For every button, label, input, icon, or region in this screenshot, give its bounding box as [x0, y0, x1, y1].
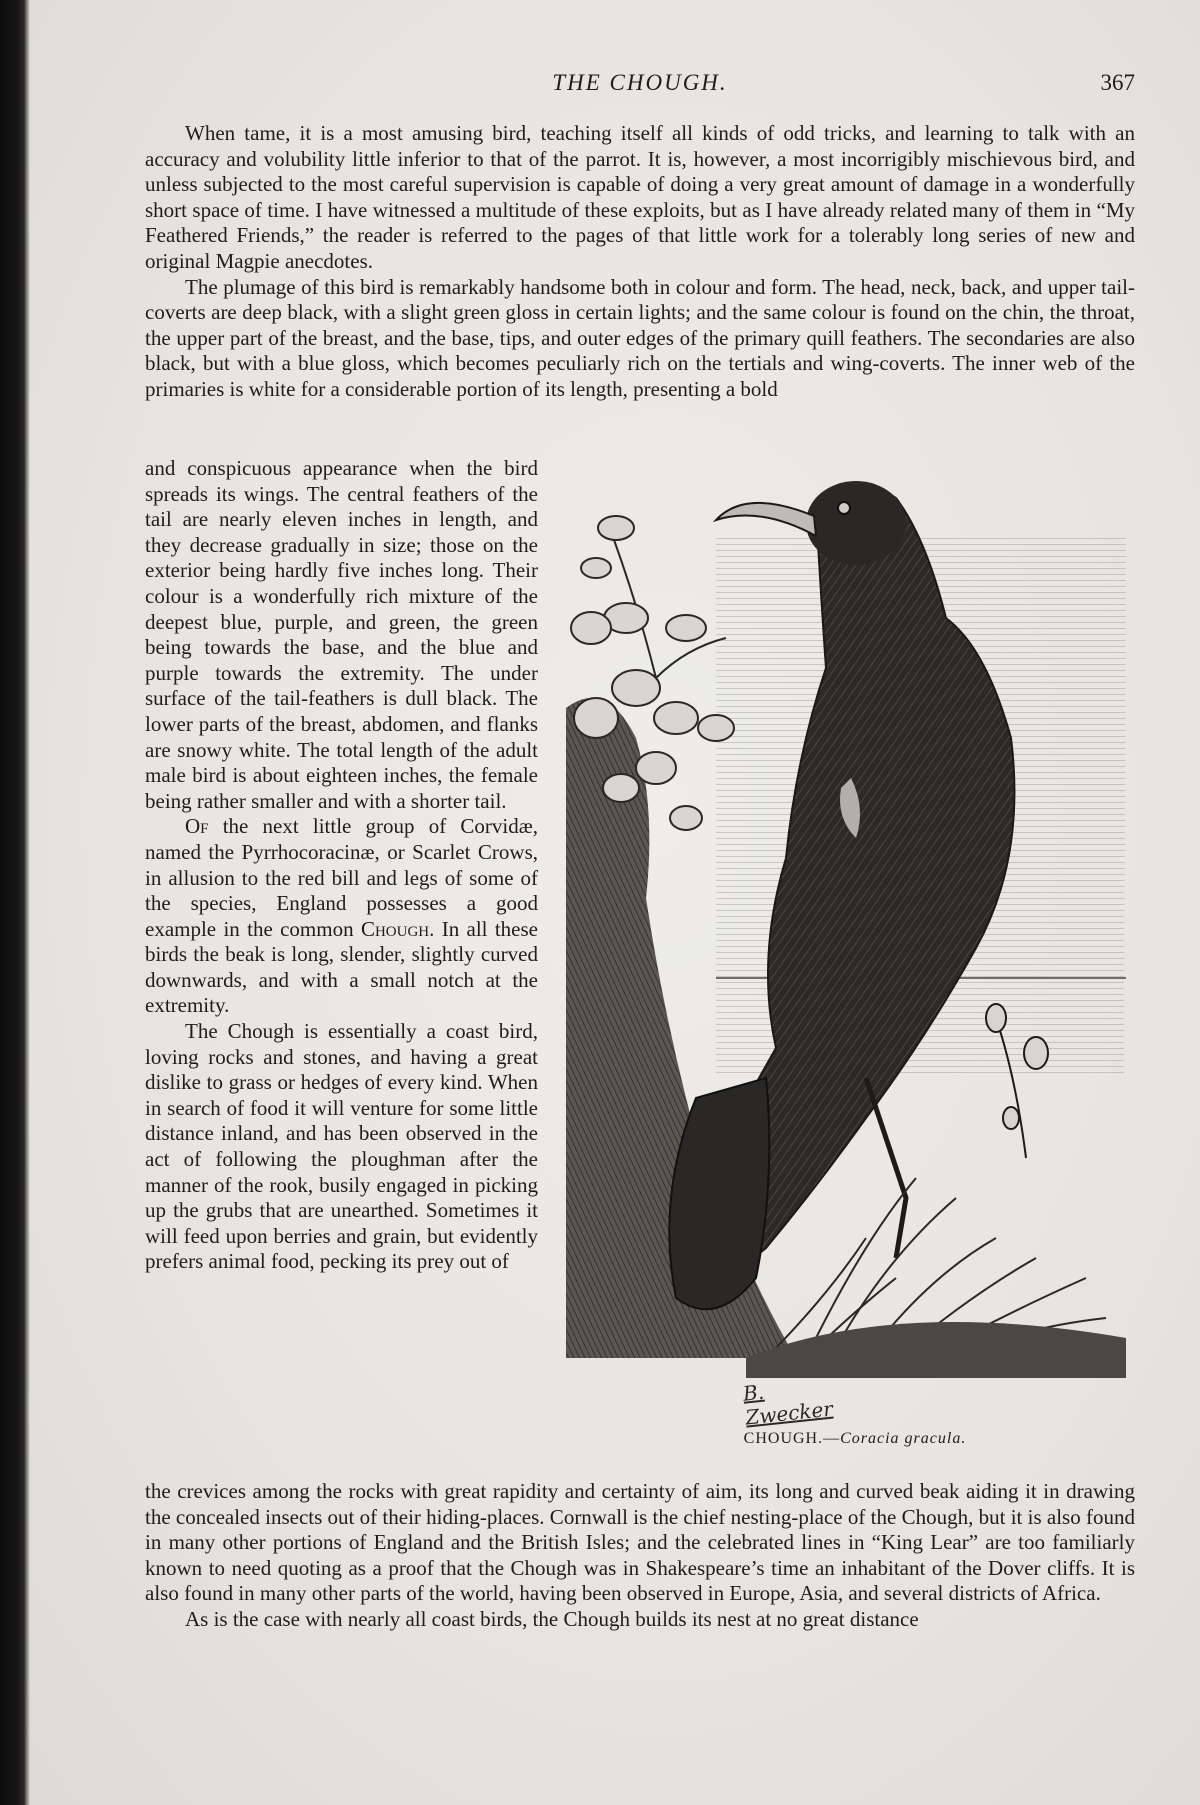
- chough-head: [806, 481, 906, 565]
- running-head: THE CHOUGH.: [552, 70, 728, 95]
- paragraph-coast-bird: The Chough is essentially a coast bird, loving rocks and stones, and having a great dislike to grass or hedges of every kind. When in search of food it will venture for some little distance inland, and has been observed in the act of following the ploughman after the manner of the rook, busily engaged in picking up the grubs that are unearthed. Sometimes it will feed upon berries and grain, but evidently prefers animal food, pecking its prey out of: [145, 1019, 538, 1274]
- small-caps-of: Of: [185, 814, 209, 839]
- small-caps-chough: Chough: [360, 916, 430, 941]
- corvidae-text-end: . In all these birds the beak is long, slender, slightly curved downwards, and with a small notch at the extremity.: [145, 916, 538, 1018]
- corvidae-text: the next little group of Corvidæ, named the Pyrrhocoracinæ, or Scarlet Crows, in allusion to the red bill and legs of some of the species, England possesses a good example in the common: [145, 814, 538, 941]
- paragraph-corvidae: [145, 814, 538, 1019]
- paragraph-plumage: The plumage of this bird is remarkably handsome both in colour and form. The head, neck, back, and upper tail-coverts are deep black, with a slight green gloss in certain lights; and the same colour is found on the chin, the throat, the upper part of the breast, and the base, tips, and outer edges of the primary quill feathers. The secondaries are also black, but with a blue gloss, which becomes peculiarly rich on the tertials and wing-coverts. The inner web of the primaries is white for a considerable portion of its length, presenting a bold: [145, 274, 1135, 401]
- paragraph-plumage-continued: and conspicuous appearance when the bird spreads its wings. The central feathers of the tail are nearly eleven inches in length, and they decrease gradually in size; those on the exterior being hardly five inches long. Their colour is a wonderfully rich mixture of the deepest blue, purple, and green, the green being towards the base, and the blue and purple towards the extremity. The under surface of the tail-feathers is dull black. The lower parts of the breast, abdomen, and flanks are snowy white. The total length of the adult male bird is about eighteen inches, the female being rather smaller and with a shorter tail.: [145, 456, 538, 813]
- side-text-column: [145, 456, 538, 1275]
- chough-eye: [838, 502, 850, 514]
- page-number: 367: [1100, 70, 1135, 95]
- page-header: [145, 70, 1135, 102]
- paragraph-crevices: the crevices among the rocks with great rapidity and certainty of aim, its long and curved beak aiding it in drawing the concealed insects out of their hiding-places. Cornwall is the chief nesting-place of the Chough, but it is also found in many other portions of England and the British Isles; and the celebrated lines in “King Lear” are too familiarly known to need quoting as a proof that the Chough was in Shakespeare’s time an inhabitant of the Dover cliffs. It is also found in many other parts of the world, having been observed in Europe, Asia, and several districts of Africa.: [145, 1479, 1135, 1606]
- engraver-signature: B. Zwecker: [741, 1379, 834, 1430]
- figure-caption: [570, 1430, 1140, 1448]
- chough-engraving: [566, 478, 1146, 1428]
- top-text-block: [145, 121, 1135, 403]
- binding-shadow: [0, 0, 30, 1805]
- ground-mound: [746, 1322, 1126, 1378]
- chough-beak: [716, 503, 816, 536]
- caption-latin-name: Coracia gracula.: [840, 1430, 967, 1447]
- bottom-text-block: [145, 1479, 1135, 1633]
- paragraph-nest: As is the case with nearly all coast birds, the Chough builds its nest at no great distance: [185, 1606, 919, 1631]
- paragraph-tame: When tame, it is a most amusing bird, teaching itself all kinds of odd tricks, and learning to talk with an accuracy and volubility little inferior to that of the parrot. It is, however, a most incorrigibly mischievous bird, and unless subjected to the most careful supervision is capable of doing a very great amount of damage in a wonderfully short space of time. I have witnessed a multitude of these exploits, but as I have already related many of them in “My Feathered Friends,” the reader is referred to the pages of that little work for a tolerably long series of new and original Magpie anecdotes.: [145, 121, 1135, 273]
- caption-name: CHOUGH.—: [743, 1430, 841, 1447]
- chough-illustration: [566, 478, 1146, 1428]
